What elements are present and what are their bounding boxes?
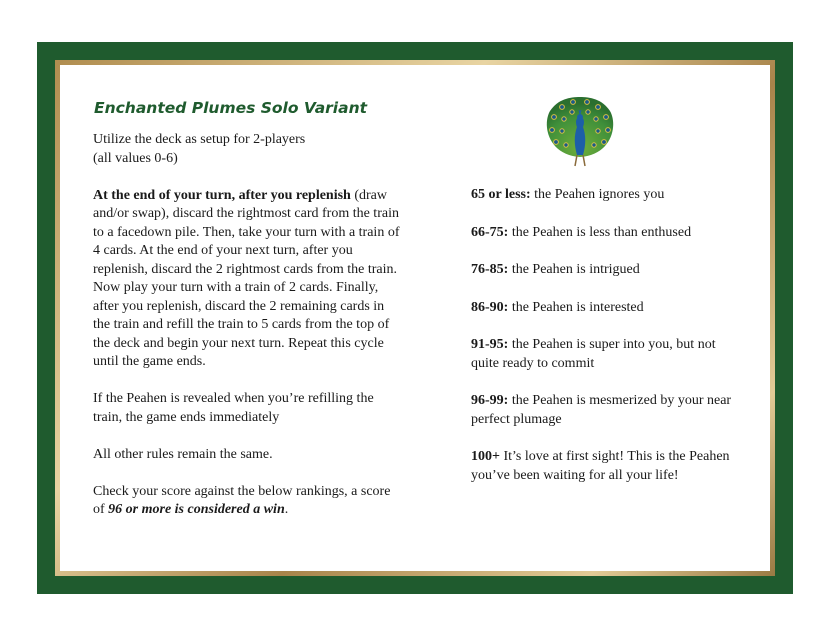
ranking-label: 96-99:: [471, 393, 509, 408]
ranking-item: [471, 392, 741, 429]
card-outer-border: [37, 42, 793, 594]
other-rules-paragraph: All other rules remain the same.: [93, 446, 273, 462]
rankings-column: [471, 186, 741, 504]
ranking-text: the Peahen is mesmerized by your near perfect plumage: [471, 393, 732, 427]
intro-line-2: (all values 0-6): [93, 150, 178, 166]
intro-line-1: Utilize the deck as setup for 2-players: [93, 132, 306, 147]
ranking-item: [471, 224, 741, 243]
ranking-item: [471, 261, 741, 280]
card-gold-frame: [55, 60, 775, 576]
card-title: Enchanted Plumes Solo Variant: [94, 99, 368, 117]
rules-column: [93, 131, 403, 520]
ranking-item: [471, 186, 741, 205]
ranking-text: the Peahen ignores you: [534, 187, 665, 202]
ranking-text: the Peahen is intrigued: [511, 262, 640, 277]
end-turn-text: (draw and/or swap), discard the rightmost card from the train to a facedown pile. Then, take your turn with a train of 4 cards. At the end of your next turn, after you replenish, discard the 2 rightmost cards from the train. Now play your turn with a train of 2 cards. Finally, after you replenish, discard the 2 remaining cards in the train and refill the train to 5 cards from the top of the deck and begin your next turn. Repeat this cycle until the game ends.: [93, 187, 400, 369]
ranking-label: 76-85:: [471, 262, 509, 277]
card-content: [60, 65, 770, 571]
check-score-prefix: Check your score against the below rankings, a score of: [93, 483, 391, 517]
ranking-text: the Peahen is super into you, but not quite ready to commit: [471, 337, 716, 371]
ranking-item: [471, 299, 741, 318]
win-threshold: 96 or more is considered a win: [108, 502, 285, 517]
ranking-text: It’s love at first sight! This is the Peahen you’ve been waiting for all your life!: [471, 449, 730, 483]
ranking-label: 65 or less:: [471, 187, 531, 202]
ranking-text: the Peahen is interested: [511, 299, 644, 315]
ranking-item: [471, 448, 741, 485]
ranking-item: [471, 336, 741, 373]
peacock-icon: [540, 95, 620, 169]
peahen-revealed-paragraph: If the Peahen is revealed when you’re refilling the train, the game ends immediately: [93, 391, 374, 425]
ranking-label: 86-90:: [471, 299, 509, 315]
check-score-suffix: .: [284, 502, 289, 517]
ranking-text: the Peahen is less than enthused: [511, 224, 692, 240]
end-turn-bold: At the end of your turn, after you replenish: [93, 187, 351, 203]
ranking-label: 91-95:: [471, 337, 509, 352]
check-score-paragraph: [93, 483, 403, 520]
ranking-label: 66-75:: [471, 224, 509, 240]
ranking-label: 100+: [471, 449, 500, 464]
end-turn-paragraph: [93, 187, 403, 372]
